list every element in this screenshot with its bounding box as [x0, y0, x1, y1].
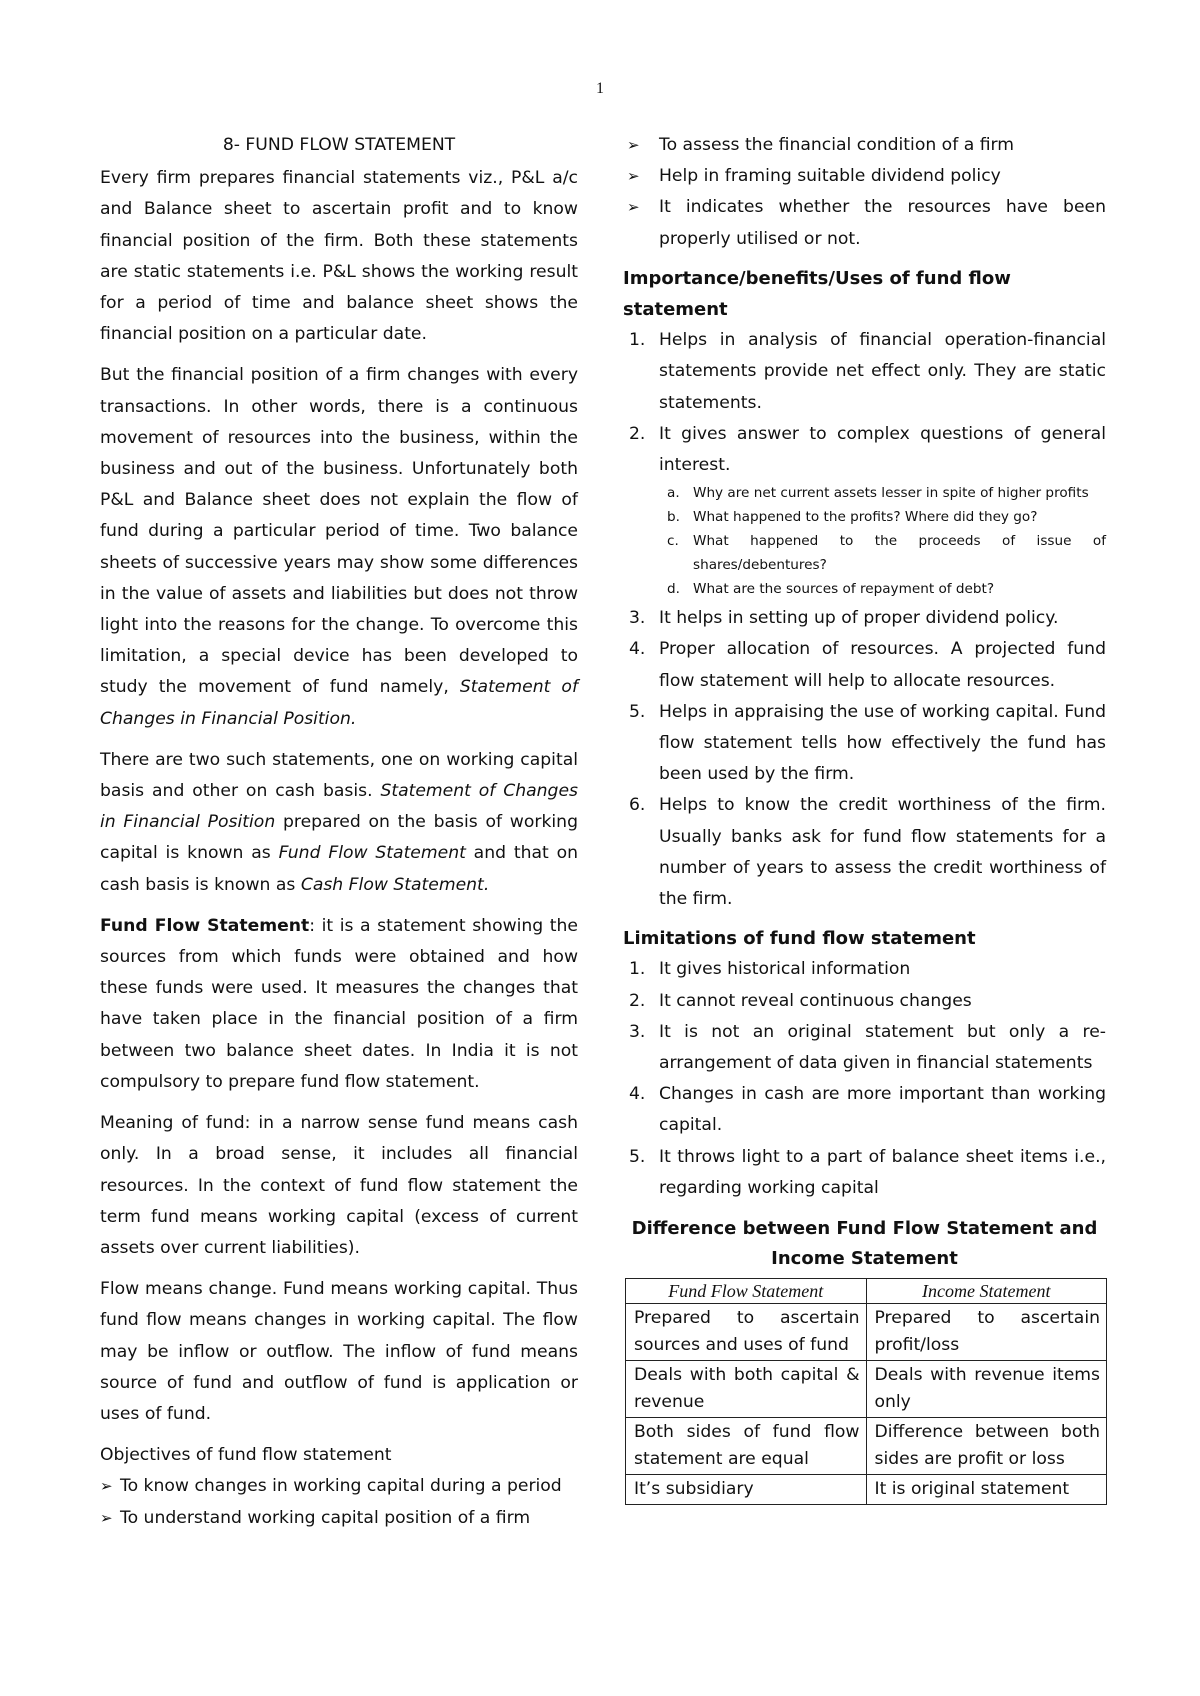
table-header-cell: Income Statement: [866, 1279, 1107, 1304]
list-item: b. What happened to the profits? Where did they go?: [667, 509, 1038, 526]
limitations-list: [623, 954, 1106, 1204]
list-item: c. What happened to the proceeds of issue of shares/debentures?: [667, 533, 1106, 574]
table-heading: Difference between Fund Flow Statement and Income Statement: [631, 1218, 1098, 1270]
arrow-bullet-icon: ➢: [627, 136, 640, 154]
table-header-cell: Fund Flow Statement: [626, 1279, 867, 1304]
page-number: 1: [596, 80, 604, 97]
list-item: 2. It cannot reveal continuous changes: [629, 990, 972, 1011]
definition-paragraph: Fund Flow Statement: it is a statement showing the sources from which funds were obtained and how these funds were used. It measures the changes that have taken place in the financial position of a firm between two balance sheet dates. In India it is not compulsory to prepare fund flow statement.: [100, 915, 578, 1092]
table-cell: Difference between both sides are profit or loss: [866, 1418, 1107, 1475]
list-item: ➢ To know changes in working capital during a period: [100, 1471, 578, 1502]
list-item: a. Why are net current assets lesser in spite of higher profits: [667, 485, 1089, 502]
table-cell: Both sides of fund flow statement are equal: [626, 1418, 867, 1475]
flow-paragraph: Flow means change. Fund means working capital. Thus fund flow means changes in working capital. The flow may be inflow or outflow. The inflow of fund means source of fund and outflow of fund is application or uses of fund.: [100, 1279, 578, 1424]
intro-paragraph: Every firm prepares financial statements viz., P&L a/c and Balance sheet to ascertain profit and to know financial position of the firm. Both these statements are static statements i.e. P&L shows the working result for a period of time and balance sheet shows the financial position on a particular date.: [100, 168, 578, 345]
meaning-of-fund-paragraph: Meaning of fund: in a narrow sense fund means cash only. In a broad sense, it includes all financial resources. In the context of fund flow statement the term fund means working capital (excess of current assets over current liabilities).: [100, 1113, 578, 1258]
list-item: 3. It is not an original statement but only a re-arrangement of data given in financial statements: [629, 1021, 1106, 1074]
list-item: d. What are the sources of repayment of debt?: [667, 581, 995, 598]
list-item: ➢ It indicates whether the resources have been properly utilised or not.: [623, 192, 1106, 254]
list-item: 4. Proper allocation of resources. A projected fund flow statement will help to allocate resources.: [629, 639, 1106, 691]
list-item: 5. Helps in appraising the use of working capital. Fund flow statement tells how effectively the fund has been used by the firm.: [629, 701, 1106, 785]
objectives-list: [100, 1471, 578, 1533]
table-cell: Prepared to ascertain sources and uses of fund: [626, 1304, 867, 1361]
list-item: 3. It helps in setting up of proper dividend policy.: [629, 608, 1059, 629]
list-item: 5. It throws light to a part of balance sheet items i.e., regarding working capital: [629, 1146, 1106, 1198]
list-item: 1. Helps in analysis of financial operation-financial statements provide net effect only. They are static statements.: [629, 330, 1106, 413]
list-item: 4. Changes in cash are more important than working capital.: [629, 1084, 1106, 1136]
arrow-bullet-icon: ➢: [627, 167, 640, 186]
arrow-bullet-icon: ➢: [627, 198, 640, 217]
table-cell: It is original statement: [866, 1475, 1107, 1505]
table-row: [626, 1304, 1107, 1361]
table-cell: Deals with revenue items only: [866, 1361, 1107, 1418]
arrow-bullet-icon: ➢: [100, 1508, 113, 1527]
list-item: ➢ Help in framing suitable dividend policy: [623, 161, 1106, 192]
list-item: 1. It gives historical information: [629, 959, 911, 980]
table-row: [626, 1475, 1107, 1505]
document-title: 8- FUND FLOW STATEMENT: [222, 135, 456, 155]
list-item: ➢ To understand working capital position of a firm: [100, 1503, 578, 1534]
table-row: [626, 1361, 1107, 1418]
objectives-heading: Objectives of fund flow statement: [100, 1445, 392, 1466]
statements-paragraph: There are two such statements, one on working capital basis and other on cash basis. Statement of Changes in Financial Position prepared on the basis of working capital is known as Fund Flow Statement and that on cash basis is known as Cash Flow Statement.: [100, 749, 578, 895]
table-cell: Prepared to ascertain profit/loss: [866, 1304, 1107, 1361]
table-cell: Deals with both capital & revenue: [626, 1361, 867, 1418]
importance-heading: Importance/benefits/Uses of fund flow statement: [623, 267, 1011, 321]
list-item: ➢ To assess the financial condition of a firm: [623, 130, 1106, 161]
left-column: [100, 130, 578, 1534]
difference-table: [625, 1278, 1107, 1505]
table-header-row: [626, 1279, 1107, 1304]
questions-sublist: [659, 481, 1106, 601]
fund-movement-paragraph: But the financial position of a firm changes with every transactions. In other words, there is a continuous movement of resources into the business, within the business and out of the business. Unfortunately both P&L and Balance sheet does not explain the flow of fund during a particular period of time. Two balance sheets of successive years may show some differences in the value of assets and liabilities but does not throw light into the reasons for the change. To overcome this limitation, a special device has been developed to study the movement of fund namely, Statement of Changes in Financial Position.: [100, 365, 578, 729]
arrow-bullet-icon: ➢: [100, 1477, 113, 1496]
table-row: [626, 1418, 1107, 1475]
table-cell: It’s subsidiary: [626, 1475, 867, 1505]
importance-list: [623, 325, 1106, 915]
list-item: 2. It gives answer to complex questions of general interest. a. Why are net current assets lesser in spite of higher profits b. What happened to the profits? Where did they go? c. What happened to the proceeds of issue of shares/debentures? d. What are the sources of repayment of debt?: [623, 419, 1106, 601]
objectives-list-continued: [623, 130, 1106, 255]
limitations-heading: Limitations of fund flow statement: [623, 928, 976, 950]
list-item: 6. Helps to know the credit worthiness of the firm. Usually banks ask for fund flow statements for a number of years to assess the credit worthiness of the firm.: [629, 795, 1106, 910]
right-column: [623, 130, 1106, 1505]
